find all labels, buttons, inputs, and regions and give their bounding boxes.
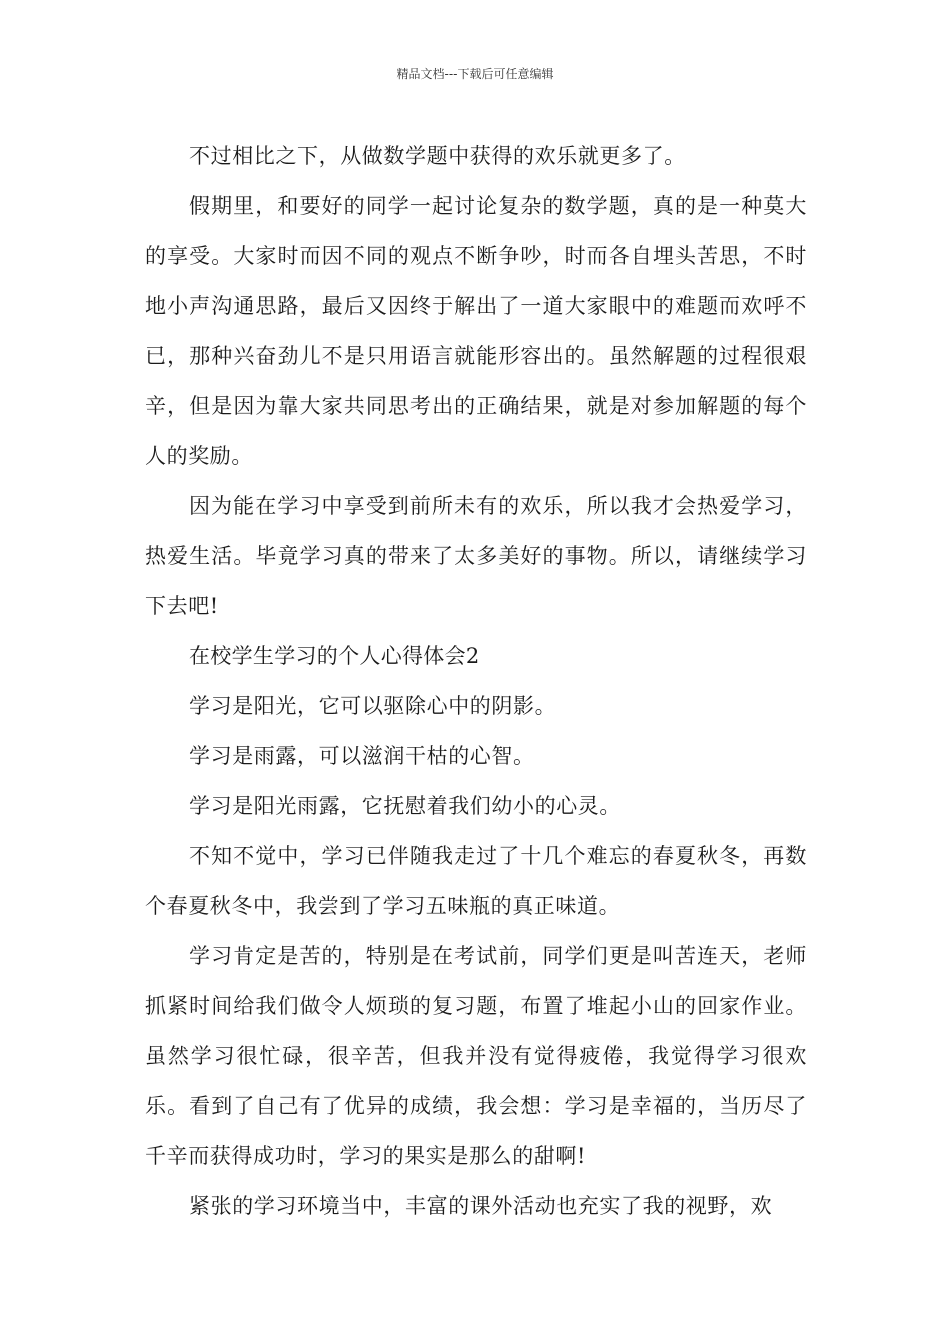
paragraph: 因为能在学习中享受到前所未有的欢乐，所以我才会热爱学习，热爱生活。毕竟学习真的带来了太多美好的事物。所以，请继续学习下去吧! — [145, 494, 807, 618]
paragraph: 紧张的学习环境当中，丰富的课外活动也充实了我的视野，欢 — [189, 1194, 773, 1218]
page-header: 精品文档---下载后可任意编辑 — [396, 67, 554, 81]
paragraph: 学习是阳光雨露，它抚慰着我们幼小的心灵。 — [189, 794, 621, 818]
paragraph: 学习是阳光，它可以驱除心中的阴影。 — [189, 694, 557, 718]
paragraph: 假期里，和要好的同学一起讨论复杂的数学题，真的是一种莫大的享受。大家时而因不同的观点不断争吵，时而各自埋头苦思，不时地小声沟通思路，最后又因终于解出了一道大家眼中的难题而欢呼不已，那种兴奋劲儿不是只用语言就能形容出的。虽然解题的过程很艰辛，但是因为靠大家共同思考出的正确结果，就是对参加解题的每个人的奖励。 — [145, 194, 807, 468]
document-body — [145, 131, 807, 1231]
paragraph: 学习是雨露，可以滋润干枯的心智。 — [189, 744, 535, 768]
paragraph: 不知不觉中，学习已伴随我走过了十几个难忘的春夏秋冬，再数个春夏秋冬中，我尝到了学习五味瓶的真正味道。 — [145, 844, 807, 918]
section-heading: 在校学生学习的个人心得体会2 — [189, 644, 480, 668]
paragraph: 不过相比之下，从做数学题中获得的欢乐就更多了。 — [189, 144, 686, 168]
paragraph: 学习肯定是苦的，特别是在考试前，同学们更是叫苦连天，老师抓紧时间给我们做令人烦琐的复习题，布置了堆起小山的回家作业。虽然学习很忙碌，很辛苦，但我并没有觉得疲倦，我觉得学习很欢乐。看到了自己有了优异的成绩，我会想：学习是幸福的，当历尽了千辛而获得成功时，学习的果实是那么的甜啊! — [145, 944, 807, 1168]
